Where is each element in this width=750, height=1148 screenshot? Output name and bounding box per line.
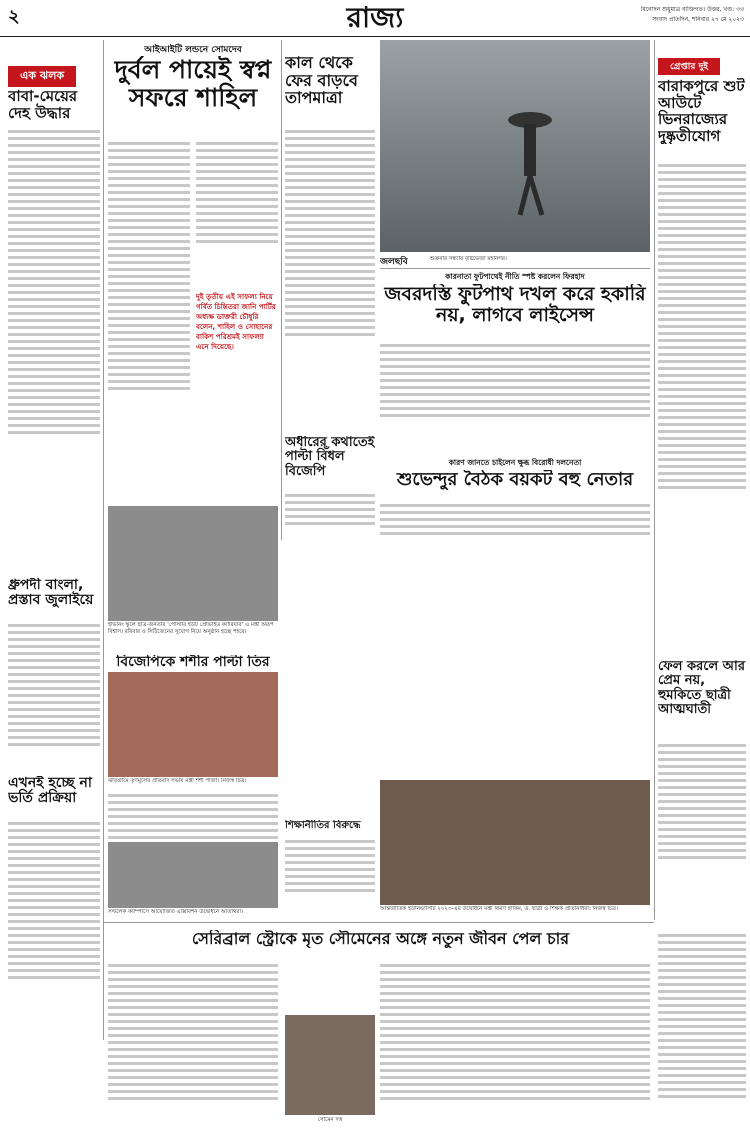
story5-caption: ঝাড়গ্রামে তৃণমূলের প্রতিবাদ সভায় মন্ত্রী শশী পাঁজা। নিজস্ব চিত্র। — [108, 778, 247, 784]
story7-caption: আন্তর্জাতিক ইউনিভার্সিটি ২০২৩-এর উদ্বোধনে মন্ত্রী কিরণ হাকিম, ড. ছাত্রী ও শিক্ষক প্রতিনিধিরা। নিজস্ব চিত্র। — [380, 906, 618, 912]
story5-photo — [108, 672, 278, 777]
bottom-body-b — [380, 960, 650, 1140]
left-headline-3: এখনই হচ্ছে না ভর্তি প্রক্রিয়া — [8, 776, 92, 807]
story1-body-a — [108, 138, 190, 498]
header-meta-2: সংবাদ প্রতিদিন, শনিবার ২৭ মে ২০২৩ — [652, 16, 744, 23]
bottom-body-a — [108, 960, 278, 1140]
photo1-label: জলছবি — [380, 257, 408, 266]
story-education — [285, 820, 375, 920]
right-tag: গ্রেপ্তার দুই — [658, 58, 720, 75]
rain-figure — [380, 40, 650, 252]
left-tag: এক ঝলক — [8, 66, 76, 87]
story1-body-b — [196, 138, 278, 288]
story1-pullquote: দুই তৃতীয় এই সাফল্য নিয়ে গর্বিত চিন্তিতরা জানি পার্টির অধ্যক্ষ ডাক্তরী চৌধুরি বলেন, শাহিল ও সোহানের বাকিশ পরিশ্রমই সাফল্যা এনে দিয়েছে। — [196, 292, 276, 351]
right-body-2 — [658, 740, 746, 920]
divider — [380, 268, 650, 269]
left-body-3 — [8, 818, 100, 1038]
small-photo-caption: সল্টলেক ক্যাম্পাসে আয়োজিত এক্সিবিশন উদ্বোধনে অতিথিরা। — [108, 909, 244, 915]
story3-headline: জবরদস্তি ফুটপাথ দখল করে হকারি নয়, লাগবে লাইসেন্স — [384, 284, 646, 326]
story4-kicker: কারণ জানতে চাইলেন ক্ষুব্ধ বিরোধী দলনেতা — [448, 458, 582, 467]
photo1-caption-row — [380, 254, 650, 266]
right-body-1 — [658, 160, 746, 640]
header-meta-1: বিনোদন শুধুমাত্র ব্যক্তিগত। উত্তর, খণ্ড: ৩৩ — [640, 6, 744, 13]
divider — [654, 40, 655, 920]
bottom-right-body — [658, 930, 746, 1140]
left-body-2 — [8, 620, 100, 780]
story6-body — [285, 836, 375, 916]
left-column — [4, 40, 102, 1040]
story3-kicker: কারনাতা ফুটপাথেই নীতি স্পষ্ট করলেন ফিরহাদ — [445, 272, 585, 281]
section-title: রাজ্য — [346, 1, 404, 34]
story4-body — [380, 500, 650, 548]
divider — [104, 922, 654, 923]
left-body-1 — [8, 126, 100, 576]
story2-body — [285, 126, 375, 426]
right-column — [658, 40, 746, 920]
divider — [281, 40, 282, 540]
photo1-caption: শুক্রবার সন্ধ্যায় বৃষ্টিভেজা মহানগর। — [430, 256, 507, 262]
right-headline-2: ফেল করলে আর প্রেম নয়, হুমকিতে ছাত্রী আত্মঘাতী — [658, 660, 745, 717]
bottom-caption: সৌমেন দত্ত — [317, 1117, 343, 1123]
right-headline-1: বারাকপুরে শুট আউটে ভিনরাজ্যের দুষ্কৃতীযোগ — [658, 78, 745, 144]
story6-headline: শিক্ষানীতির বিরুদ্ধে — [285, 820, 361, 831]
left-headline-2: ধ্রুপদী বাংলা, প্রস্তাব জুলাইয়ে — [8, 578, 94, 609]
small-photo — [108, 842, 278, 908]
story-hawker — [380, 270, 650, 450]
page-number: ২ — [8, 6, 20, 27]
bottom-photo — [285, 1015, 375, 1115]
story2-headline: কাল থেকে ফের বাড়বে তাপমাত্রা — [285, 54, 358, 107]
story5-headline: বিজেপিকে শশীর পাল্টা তির — [116, 655, 270, 670]
left-headline-1: বাবা-মেয়ের দেহ উদ্ধার — [8, 88, 78, 121]
story1-kicker: আইআইটি লন্ডনে সোমদেব — [144, 45, 242, 55]
story1-photo — [108, 506, 278, 621]
story3-body — [380, 340, 650, 450]
bottom-headline: সেরিব্রাল স্ট্রোকে মৃত সৌমেনের অঙ্গে নতুন জীবন পেল চার — [191, 930, 570, 948]
story1-caption: ইভিনিং স্কুলে ছাত্র-জনতার ‘পোস্টার ইউট প্রোভাইড ক্যারিয়ার’ এ মন্ত্রী অরূপ বিশ্বাস। রবিবার ও সিটিজেনের সুযোগ নিয়ে অনুষ্ঠান হচ্ছে শহরে। — [108, 622, 274, 635]
story1-headline: দুর্বল পায়েই স্বপ্ন সফরে শাহিল — [114, 56, 272, 111]
divider — [103, 40, 104, 1040]
header-bar — [0, 0, 750, 37]
story-temperature — [285, 40, 375, 540]
story2-body-b — [285, 490, 375, 540]
rain-photo — [380, 40, 650, 252]
story2-subheadline: অধীরের কথাতেই পাল্টা বিঁধল বিজেপি — [285, 436, 375, 479]
story7-photo — [380, 780, 650, 905]
story-suvendu — [380, 458, 650, 548]
story4-headline: শুভেন্দুর বৈঠক বয়কট বহু নেতার — [396, 470, 634, 490]
